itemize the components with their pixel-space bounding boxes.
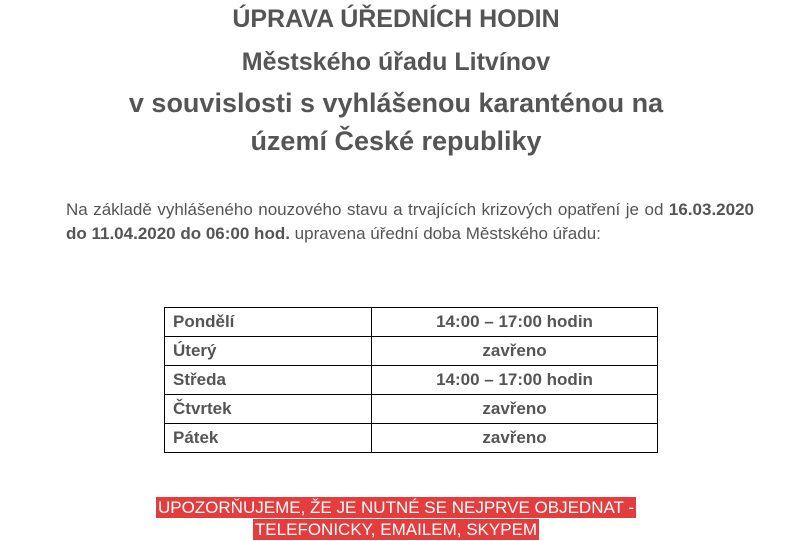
day-cell: Pondělí bbox=[165, 308, 372, 337]
table-row bbox=[165, 337, 658, 366]
table-row bbox=[165, 366, 658, 395]
hours-cell: zavřeno bbox=[372, 424, 658, 453]
title-line-3: v souvislosti s vyhlášenou karanténou na bbox=[128, 88, 664, 118]
title-line-2: Městského úřadu Litvínov bbox=[241, 48, 551, 76]
table-row bbox=[165, 424, 658, 453]
day-cell: Úterý bbox=[165, 337, 372, 366]
day-cell: Středa bbox=[165, 366, 372, 395]
table-row bbox=[165, 308, 658, 337]
day-cell: Čtvrtek bbox=[165, 395, 372, 424]
title-line-1: ÚPRAVA ÚŘEDNÍCH HODIN bbox=[232, 5, 560, 33]
intro-text-end: upravena úřední doba Městského úřadu: bbox=[289, 224, 601, 243]
day-cell: Pátek bbox=[165, 424, 372, 453]
hours-cell: zavřeno bbox=[372, 395, 658, 424]
title-line-4: území České republiky bbox=[250, 126, 542, 156]
hours-cell: 14:00 – 17:00 hodin bbox=[372, 308, 658, 337]
intro-paragraph bbox=[66, 198, 754, 246]
hours-cell: zavřeno bbox=[372, 337, 658, 366]
office-hours-table bbox=[164, 307, 658, 453]
notice-line-1: UPOZORŇUJEME, ŽE JE NUTNÉ SE NEJPRVE OBJEDNAT - bbox=[157, 498, 635, 517]
hours-cell: 14:00 – 17:00 hodin bbox=[372, 366, 658, 395]
intro-text-start: Na základě vyhlášeného nouzového stavu a trvajících krizových opatření je od bbox=[66, 200, 669, 219]
notice-line-2: TELEFONICKY, EMAILEM, SKYPEM bbox=[254, 520, 538, 539]
intro-date-range: 16.03.2020 do 11.04.2020 do 06:00 hod. bbox=[66, 200, 754, 243]
table-row bbox=[165, 395, 658, 424]
appointment-notice bbox=[0, 497, 792, 541]
